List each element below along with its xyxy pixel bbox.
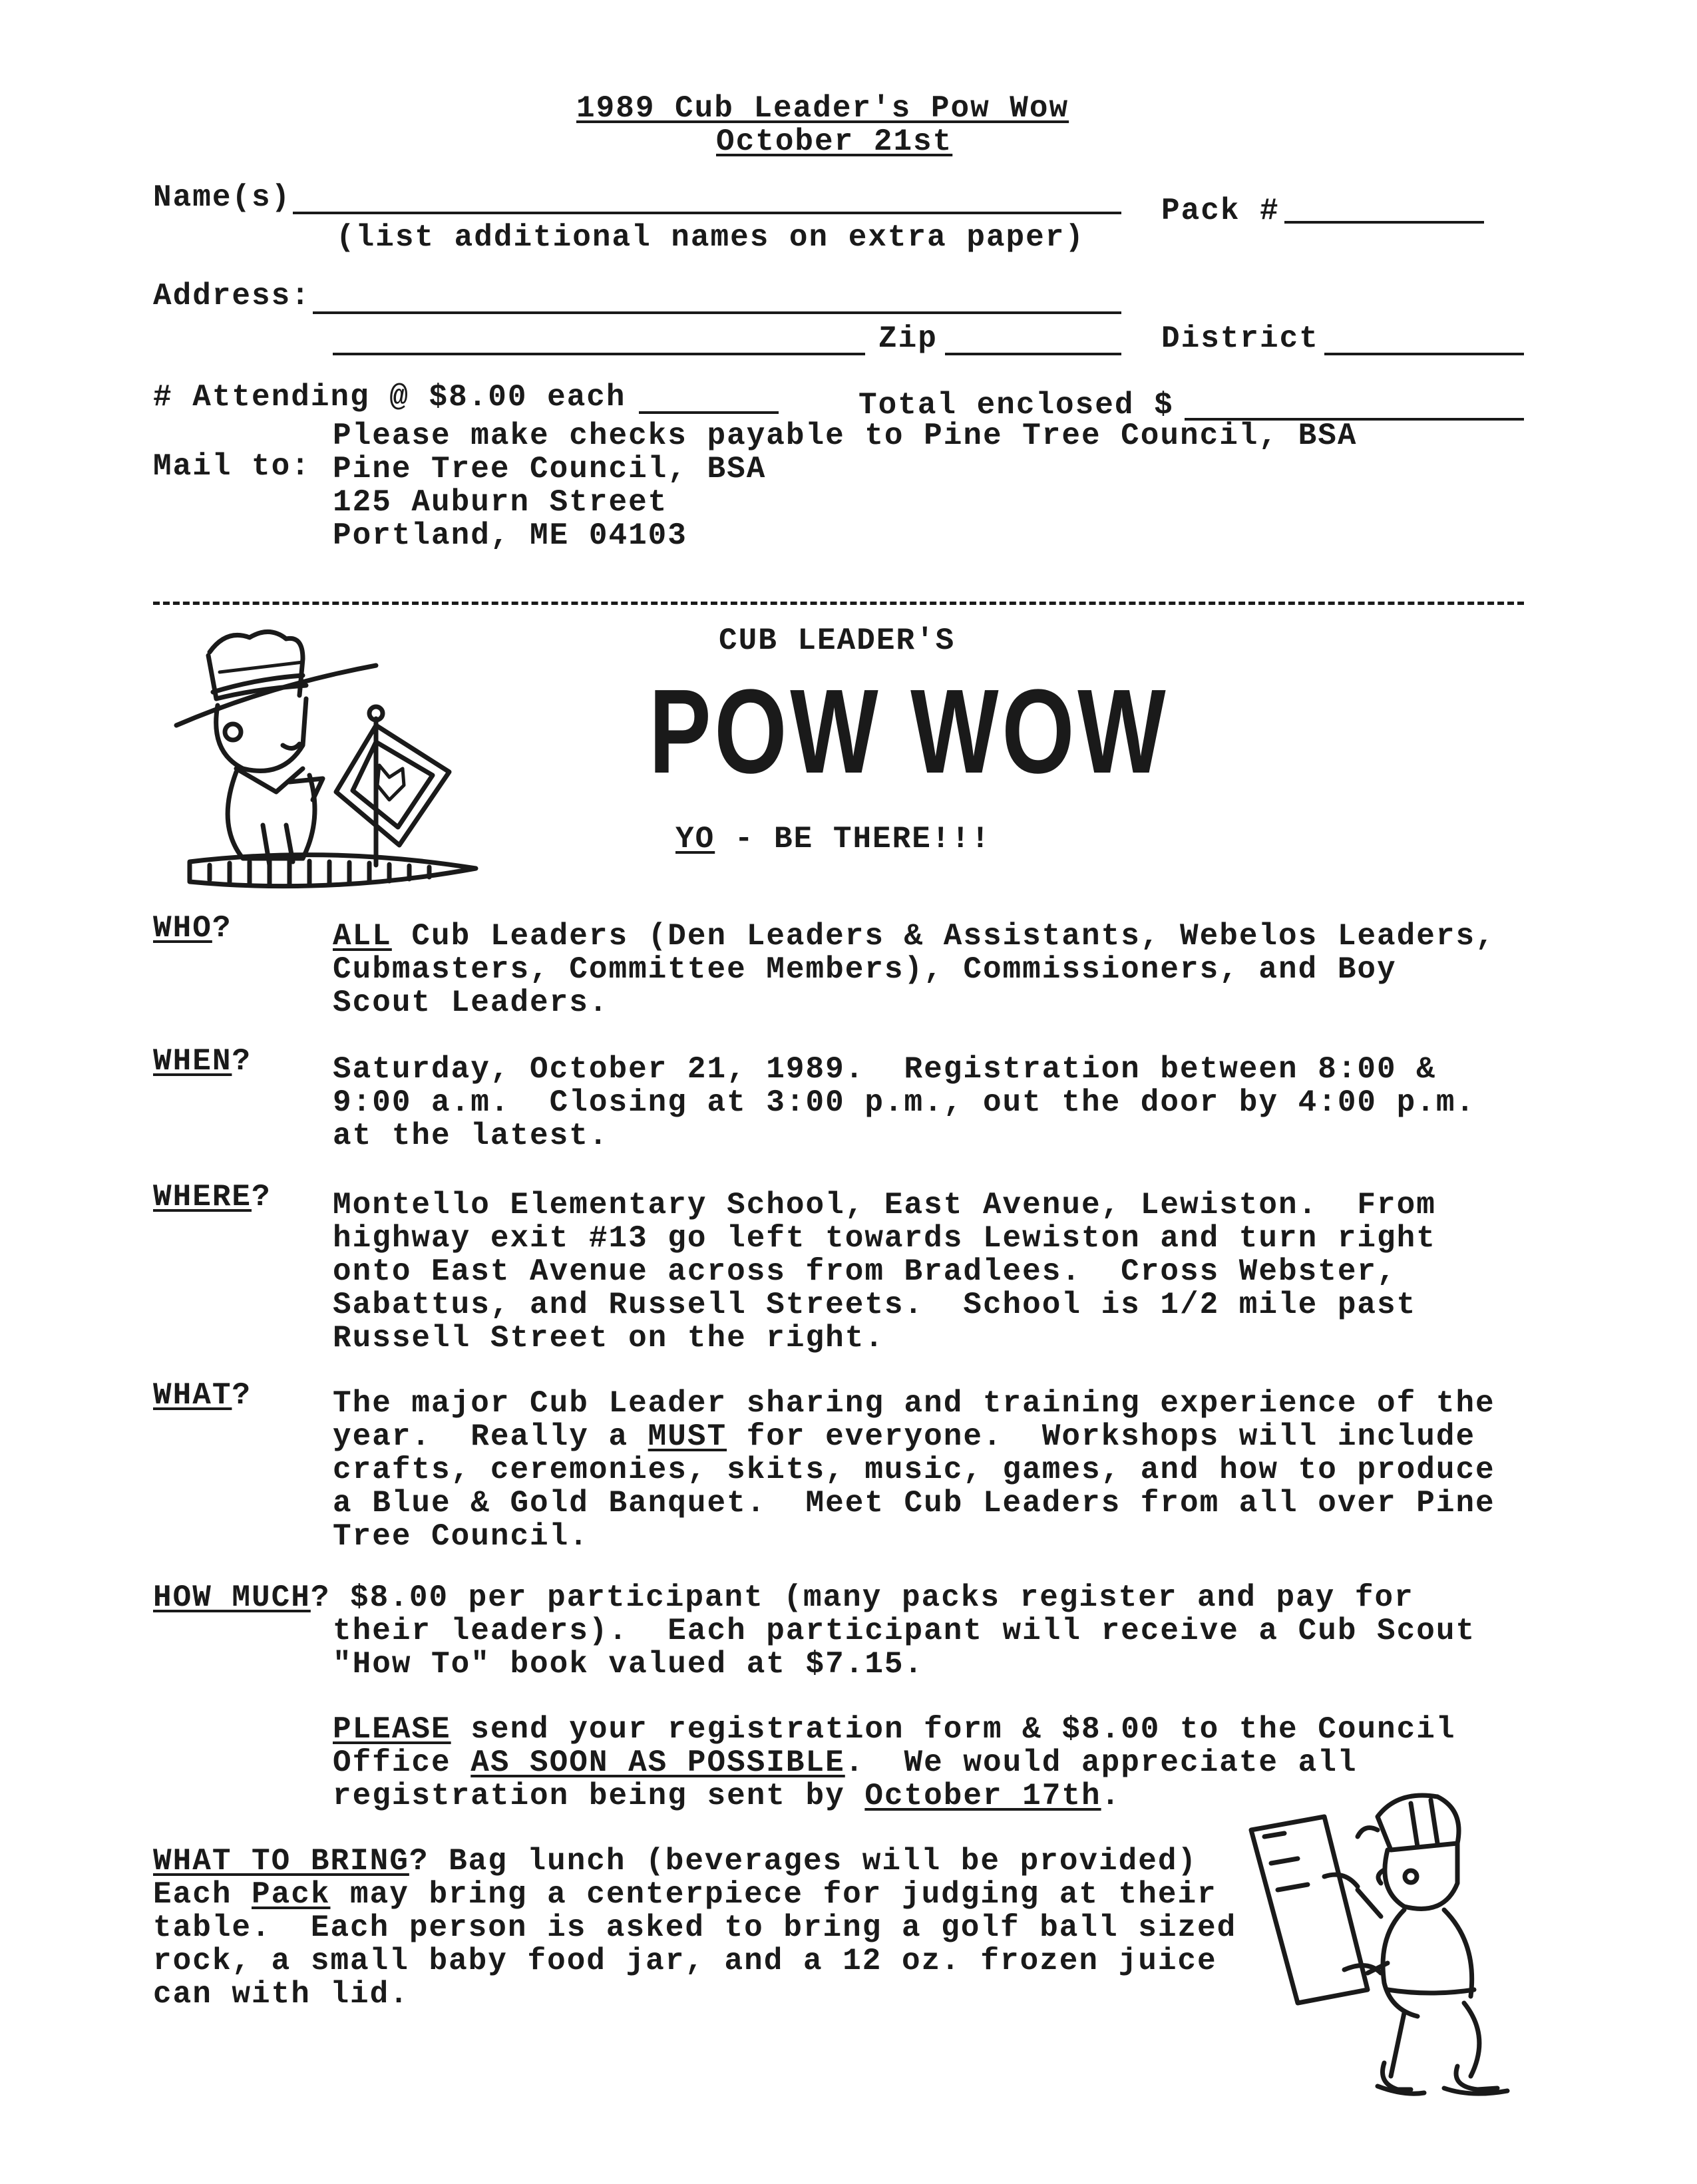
what-label-text: WHAT <box>153 1378 232 1413</box>
zip-label: Zip <box>878 321 938 356</box>
how-much-line-1: HOW MUCH? $8.00 per participant (many packs register and pay for <box>153 1580 1414 1615</box>
zip-field[interactable] <box>945 353 1121 355</box>
flyer-headline: POW WOW <box>649 665 1169 799</box>
who-label: WHO? <box>153 911 232 946</box>
bring-label: WHAT TO BRING <box>153 1844 409 1879</box>
flyer-kicker: CUB LEADER'S <box>719 624 956 658</box>
where-line-2: highway exit #13 go left towards Lewiston and turn right <box>333 1221 1436 1256</box>
who-label-text: WHO <box>153 911 212 946</box>
please-line-2b: . We would appreciate all <box>845 1745 1358 1780</box>
bring-line-2 <box>153 1878 1217 1911</box>
attending-field[interactable] <box>639 411 779 414</box>
names-note: (list additional names on extra paper) <box>336 220 1085 255</box>
district-label: District <box>1161 321 1319 356</box>
what-line-3: crafts, ceremonies, skits, music, games, and how to produce <box>333 1453 1495 1487</box>
how-much-line-3: "How To" book valued at $7.15. <box>333 1647 924 1682</box>
district-field[interactable] <box>1324 353 1524 355</box>
what-label: WHAT? <box>153 1378 252 1413</box>
mail-line-3: Portland, ME 04103 <box>333 518 687 553</box>
mail-line-2: 125 Auburn Street <box>333 485 668 520</box>
checks-note: Please make checks payable to Pine Tree Council, BSA <box>333 419 1358 453</box>
tagline-rest: - BE THERE!!! <box>715 822 991 856</box>
when-label-text: WHEN <box>153 1044 232 1079</box>
pack-field[interactable] <box>1284 221 1484 224</box>
attending-label: # Attending @ $8.00 each <box>153 380 626 415</box>
when-label: WHEN? <box>153 1044 252 1079</box>
please-line-3b: . <box>1101 1779 1121 1813</box>
bring-line-2b: may bring a centerpiece for judging at their <box>330 1877 1217 1912</box>
when-line-2: 9:00 a.m. Closing at 3:00 p.m., out the door by 4:00 p.m. <box>333 1085 1476 1120</box>
what-must: MUST <box>648 1419 727 1454</box>
bring-line-1-text: Bag lunch (beverages will be provided) <box>429 1844 1198 1879</box>
when-line-1: Saturday, October 21, 1989. Registration between 8:00 & <box>333 1052 1436 1087</box>
bring-line-2a: Each <box>153 1877 252 1912</box>
bring-line-3: table. Each person is asked to bring a golf ball sized <box>153 1911 1237 1945</box>
please-lead: PLEASE <box>333 1712 451 1747</box>
cub-scout-flag-illustration <box>170 626 489 905</box>
mail-line-1: Pine Tree Council, BSA <box>333 452 767 486</box>
names-label: Name(s) <box>153 180 291 215</box>
tagline-lead: YO <box>675 822 715 856</box>
please-deadline: October 17th <box>864 1779 1101 1813</box>
what-line-5: Tree Council. <box>333 1519 589 1554</box>
page-title: 1989 Cub Leader's Pow Wow <box>576 91 1069 126</box>
what-line-2a: year. Really a <box>333 1419 648 1454</box>
address-field-2[interactable] <box>333 353 865 355</box>
when-line-3: at the latest. <box>333 1119 609 1153</box>
where-line-5: Russell Street on the right. <box>333 1321 884 1356</box>
cub-scout-reading-illustration <box>1244 1790 1524 2103</box>
address-field-1[interactable] <box>313 311 1121 314</box>
where-label: WHERE? <box>153 1180 272 1214</box>
please-line-1 <box>333 1713 1455 1746</box>
bring-pack: Pack <box>252 1877 331 1912</box>
how-much-line-2: their leaders). Each participant will receive a Cub Scout <box>333 1614 1476 1648</box>
bring-line-1: WHAT TO BRING? Bag lunch (beverages will be provided) <box>153 1844 1198 1879</box>
who-line-1 <box>333 920 1495 953</box>
please-asap: AS SOON AS POSSIBLE <box>471 1745 845 1780</box>
flyer-tagline <box>675 822 991 856</box>
address-label: Address: <box>153 279 311 313</box>
names-field[interactable] <box>293 212 1121 214</box>
what-line-1: The major Cub Leader sharing and training experience of the <box>333 1386 1495 1421</box>
who-lead: ALL <box>333 919 392 954</box>
cut-line <box>153 602 1524 605</box>
total-label: Total enclosed $ <box>858 388 1174 423</box>
what-line-2b: for everyone. Workshops will include <box>727 1419 1476 1454</box>
please-line-3a: registration being sent by <box>333 1779 865 1813</box>
who-line-1-text: Cub Leaders (Den Leaders & Assistants, Webelos Leaders, <box>391 919 1495 954</box>
what-line-2 <box>333 1420 1475 1453</box>
bring-line-5: can with lid. <box>153 1977 409 2012</box>
event-date: October 21st <box>716 124 953 159</box>
mail-to-label: Mail to: <box>153 449 311 484</box>
where-line-1: Montello Elementary School, East Avenue, Lewiston. From <box>333 1188 1436 1222</box>
where-line-4: Sabattus, and Russell Streets. School is 1/2 mile past <box>333 1288 1417 1322</box>
pack-label: Pack # <box>1161 194 1280 228</box>
please-line-1-text: send your registration form & $8.00 to the Council <box>451 1712 1456 1747</box>
please-line-2a: Office <box>333 1745 471 1780</box>
where-line-3: onto East Avenue across from Bradlees. Cross Webster, <box>333 1254 1397 1289</box>
where-label-text: WHERE <box>153 1180 252 1214</box>
who-line-2: Cubmasters, Committee Members), Commissioners, and Boy <box>333 952 1397 987</box>
who-line-3: Scout Leaders. <box>333 986 609 1020</box>
please-line-3 <box>333 1779 1121 1813</box>
how-much-label: HOW MUCH <box>153 1580 311 1615</box>
please-line-2 <box>333 1746 1357 1779</box>
bring-line-4: rock, a small baby food jar, and a 12 oz. frozen juice <box>153 1944 1217 1978</box>
how-much-line-1-text: $8.00 per participant (many packs register and pay for <box>330 1580 1414 1615</box>
what-line-4: a Blue & Gold Banquet. Meet Cub Leaders from all over Pine <box>333 1486 1495 1521</box>
